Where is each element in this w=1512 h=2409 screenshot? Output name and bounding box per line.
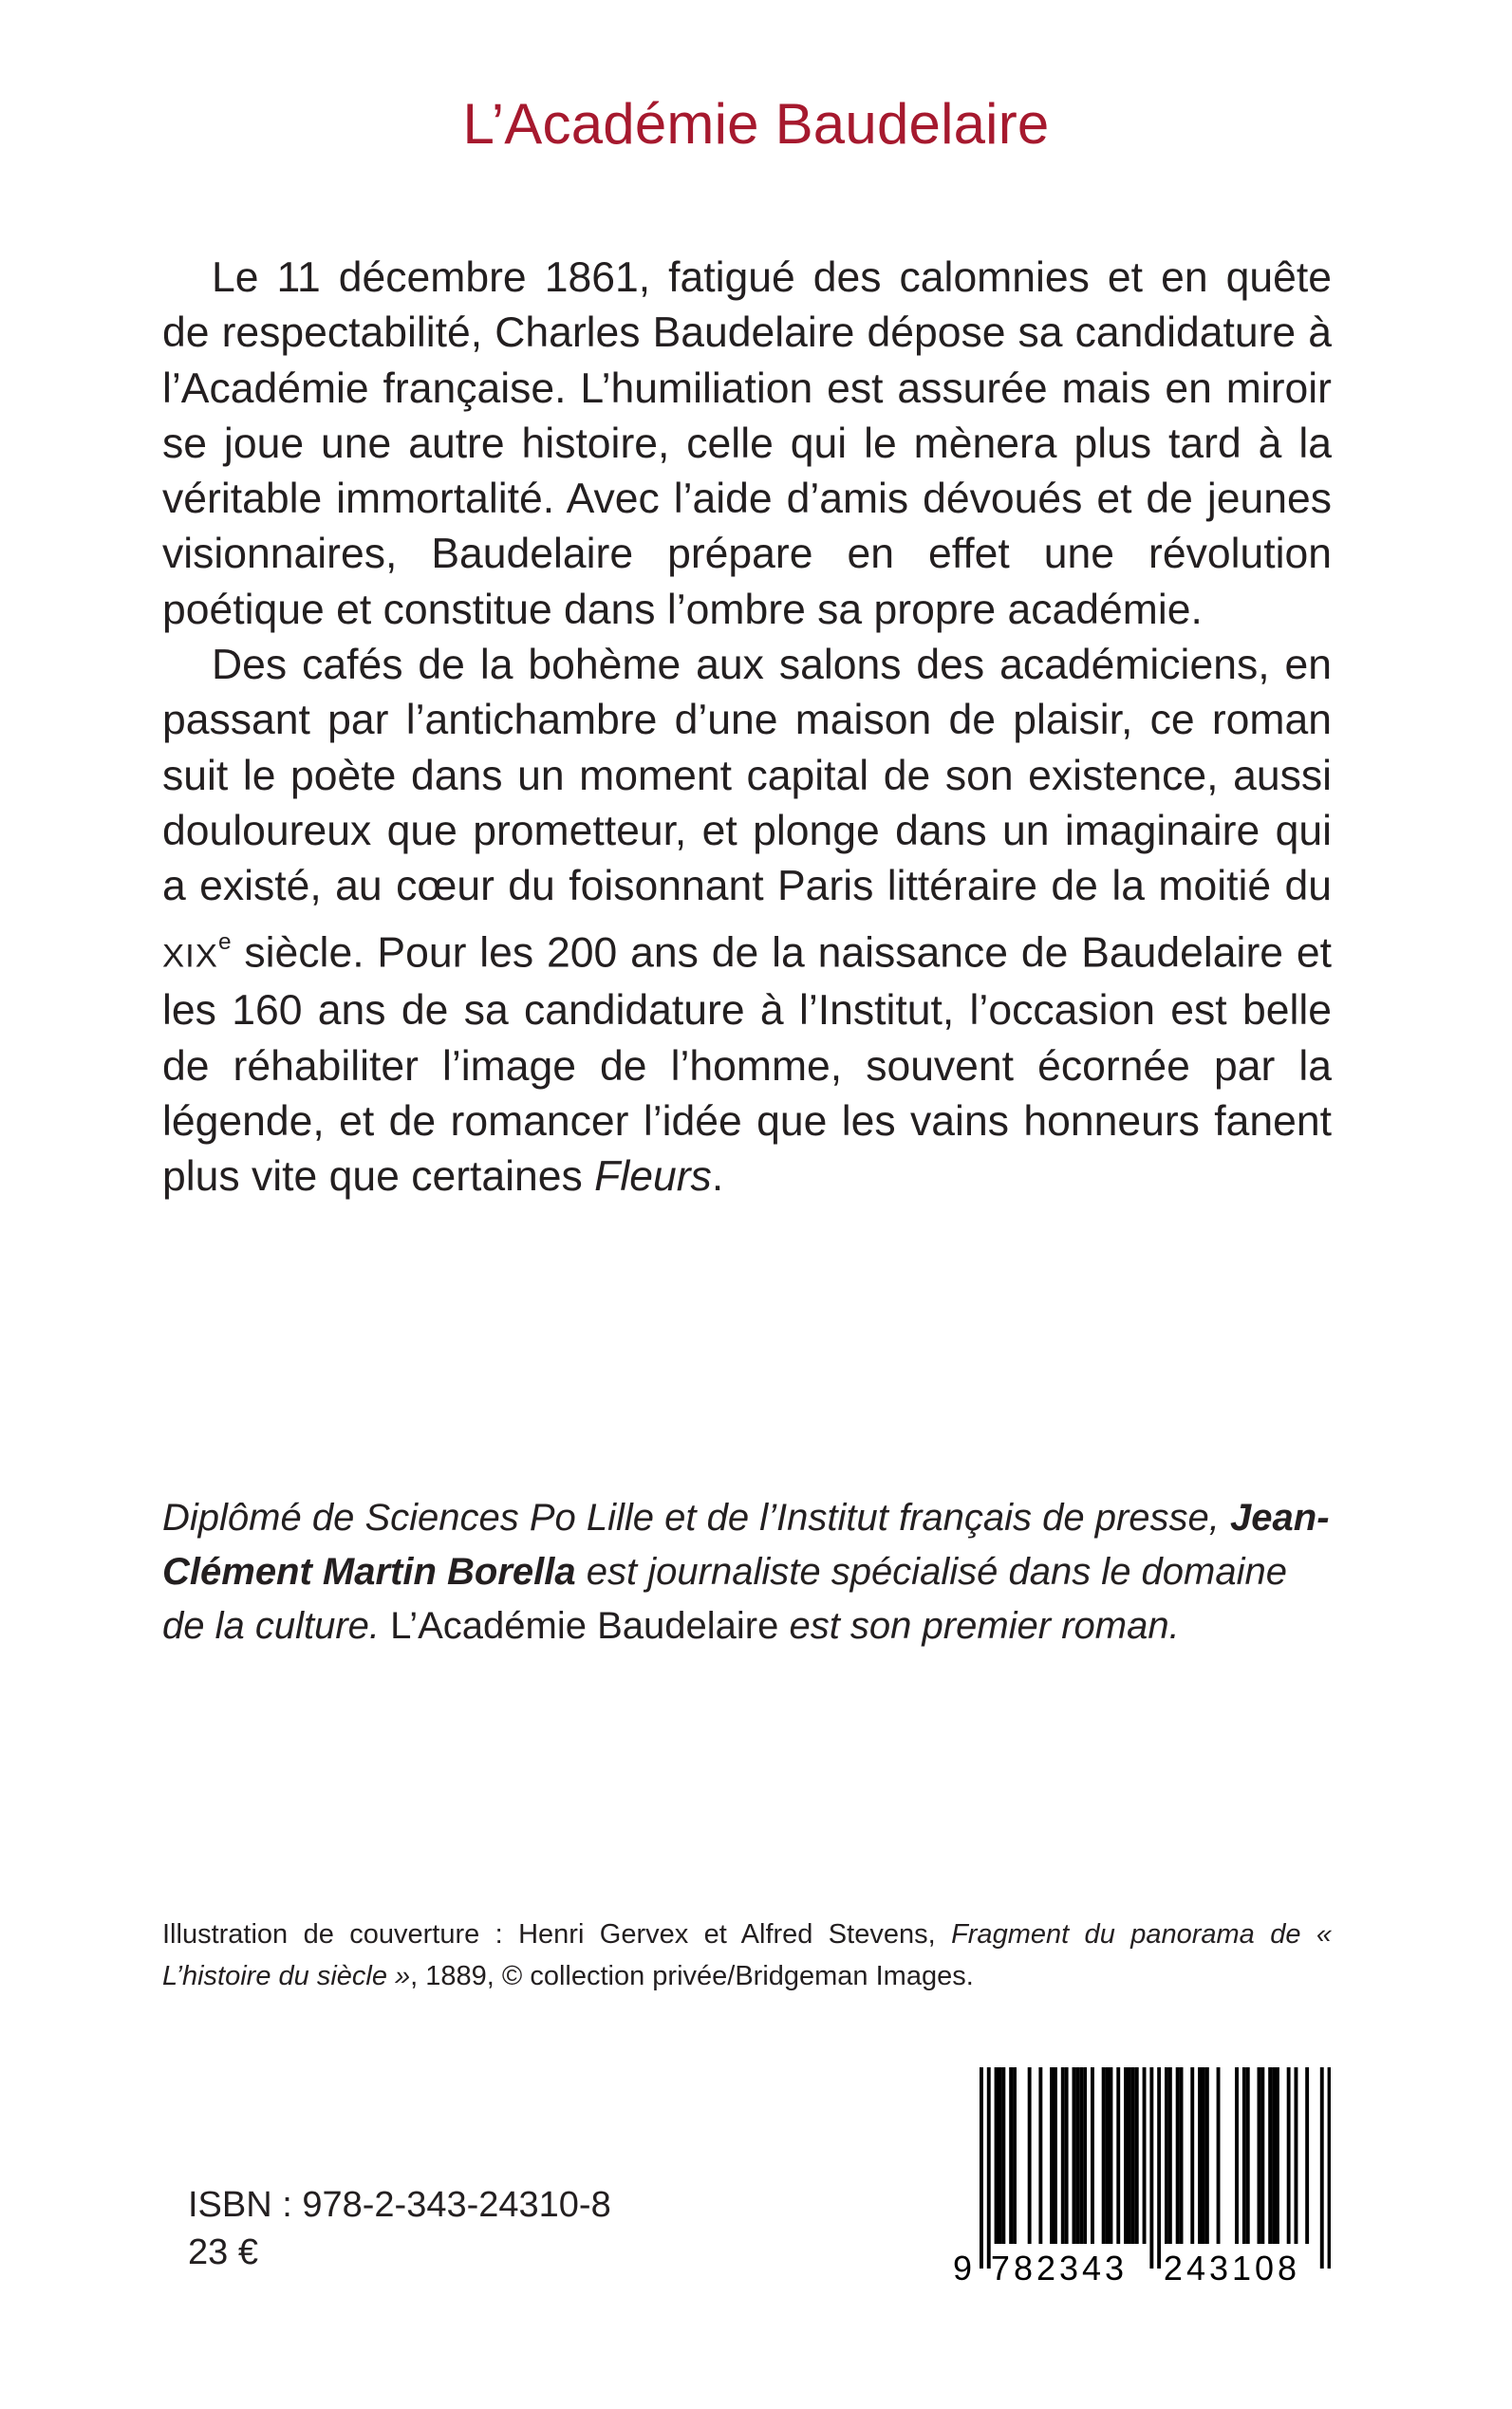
barcode-bar [1073,2067,1076,2244]
barcode-first-digit: 9 [952,2249,973,2286]
barcode-bar [1065,2067,1069,2244]
barcode-bar [1205,2067,1209,2244]
author-bio-intro: Diplômé de Sciences Po Lille et de l’Institut français de presse, [162,1497,1220,1539]
barcode-bar [980,2067,983,2269]
barcode-bar [1135,2067,1139,2244]
barcode-bar [1276,2067,1279,2244]
barcode-bar [1061,2067,1065,2244]
barcode-bar [1242,2067,1246,2244]
barcode-bar [1009,2067,1013,2244]
price: 23 € [188,2232,258,2272]
century-superscript: e [217,928,232,955]
isbn: ISBN : 978-2-343-24310-8 [188,2185,611,2225]
barcode-bar [1260,2067,1264,2244]
barcode-bar [1202,2067,1205,2244]
blurb-p2-italic: Fleurs [594,1153,712,1201]
credit-work: Fragment du panorama de « L’histoire du siècle » [162,1919,1332,1991]
barcode-bar [1287,2067,1291,2244]
barcode-bar [1149,2067,1153,2269]
barcode-bar [1198,2067,1202,2244]
barcode-bar [1038,2067,1042,2244]
barcode-bar [1128,2067,1131,2244]
century-numeral: XIX [162,937,218,974]
barcode-bar [1328,2067,1331,2269]
barcode-right-digits: 243108 [1163,2249,1301,2286]
author-name: Jean-Clément Martin Borella [162,1497,1330,1593]
barcode-bar [1176,2067,1180,2244]
barcode-bar [1235,2067,1239,2244]
barcode-bar [1013,2067,1017,2244]
barcode-bar [1050,2067,1054,2244]
barcode-bar [1272,2067,1276,2244]
barcode [951,2065,1331,2286]
barcode-bar [1028,2067,1032,2244]
barcode-bar [1001,2067,1005,2244]
barcode-bar [1083,2067,1087,2244]
barcode-bar [1190,2067,1194,2244]
barcode-bar [1268,2067,1272,2244]
barcode-bar [1180,2067,1184,2244]
blurb-p2-text-b: siècle. Pour les 200 ans de la naissance de Baudelaire et les 160 ans de sa candidature à l’Institut, l’occasion est belle de réhabiliter l’image de l’homme, souvent écornée par la légende, et de romancer l’idée que les vains honneurs fanent plus vite que certaines [162,928,1332,1201]
blurb [162,251,1332,1204]
barcode-bar [1116,2067,1120,2244]
book-title: L’Académie Baudelaire [462,92,1050,156]
barcode-bar [987,2067,991,2269]
barcode-bar [1102,2067,1106,2244]
barcode-bar [1131,2067,1135,2244]
barcode-bar [1106,2067,1110,2244]
barcode-bar [1305,2067,1309,2244]
barcode-bar [1258,2067,1261,2244]
barcode-bar [1110,2067,1113,2244]
author-bio-book-title: L’Académie Baudelaire [390,1605,779,1647]
barcode-bar [1054,2067,1057,2244]
illustration-credit [162,1914,1332,1997]
blurb-p2-text-a: Des cafés de la bohème aux salons des académiciens, en passant par l’antichambre d’une maison de plaisir, ce roman suit le poète dans un moment capital de son existence, aussi douloureux que prometteur, et plonge dans un imaginaire qui a existé, au cœur du foisonnant Paris littéraire de la moitié du [162,642,1332,910]
blurb-p2-end: . [711,1153,724,1201]
barcode-bar [1091,2067,1094,2244]
blurb-paragraph-1: Le 11 décembre 1861, fatigué des calomnies et en quête de respectabilité, Charles Baudelaire dépose sa candidature à l’Académie française. L’humiliation est assurée mais en miroir se joue une autre histoire, celle qui le mènera plus tard à la véritable immortalité. Avec l’aide d’amis dévoués et de jeunes visionnaires, Baudelaire prépare en effet une révolution poétique et constitue dans l’ombre sa propre académie. [162,254,1332,633]
barcode-bar [1295,2067,1298,2244]
barcode-bar [1124,2067,1128,2244]
blurb-paragraph-2 [162,638,1332,1204]
credit-suffix: , 1889, © collection privée/Bridgeman Images. [410,1961,974,1991]
barcode-bar [995,2067,999,2244]
author-bio-mid: est journaliste spécialisé dans le domaine de la culture. [162,1551,1287,1647]
barcode-bar [1075,2067,1079,2244]
barcode-bar [1320,2067,1324,2269]
author-bio-end: est son premier roman. [789,1605,1180,1647]
barcode-bar [1143,2067,1147,2244]
barcode-bar [1165,2067,1168,2244]
barcode-bar [999,2067,1002,2244]
barcode-bar [1217,2067,1221,2244]
author-bio [162,1491,1332,1653]
barcode-bar [1246,2067,1250,2244]
barcode-bar [1157,2067,1161,2269]
barcode-bar [1079,2067,1083,2244]
barcode-bar [1168,2067,1172,2244]
barcode-left-digits: 782343 [990,2249,1129,2286]
credit-prefix: Illustration de couverture : Henri Gervex et Alfred Stevens, [162,1919,936,1950]
